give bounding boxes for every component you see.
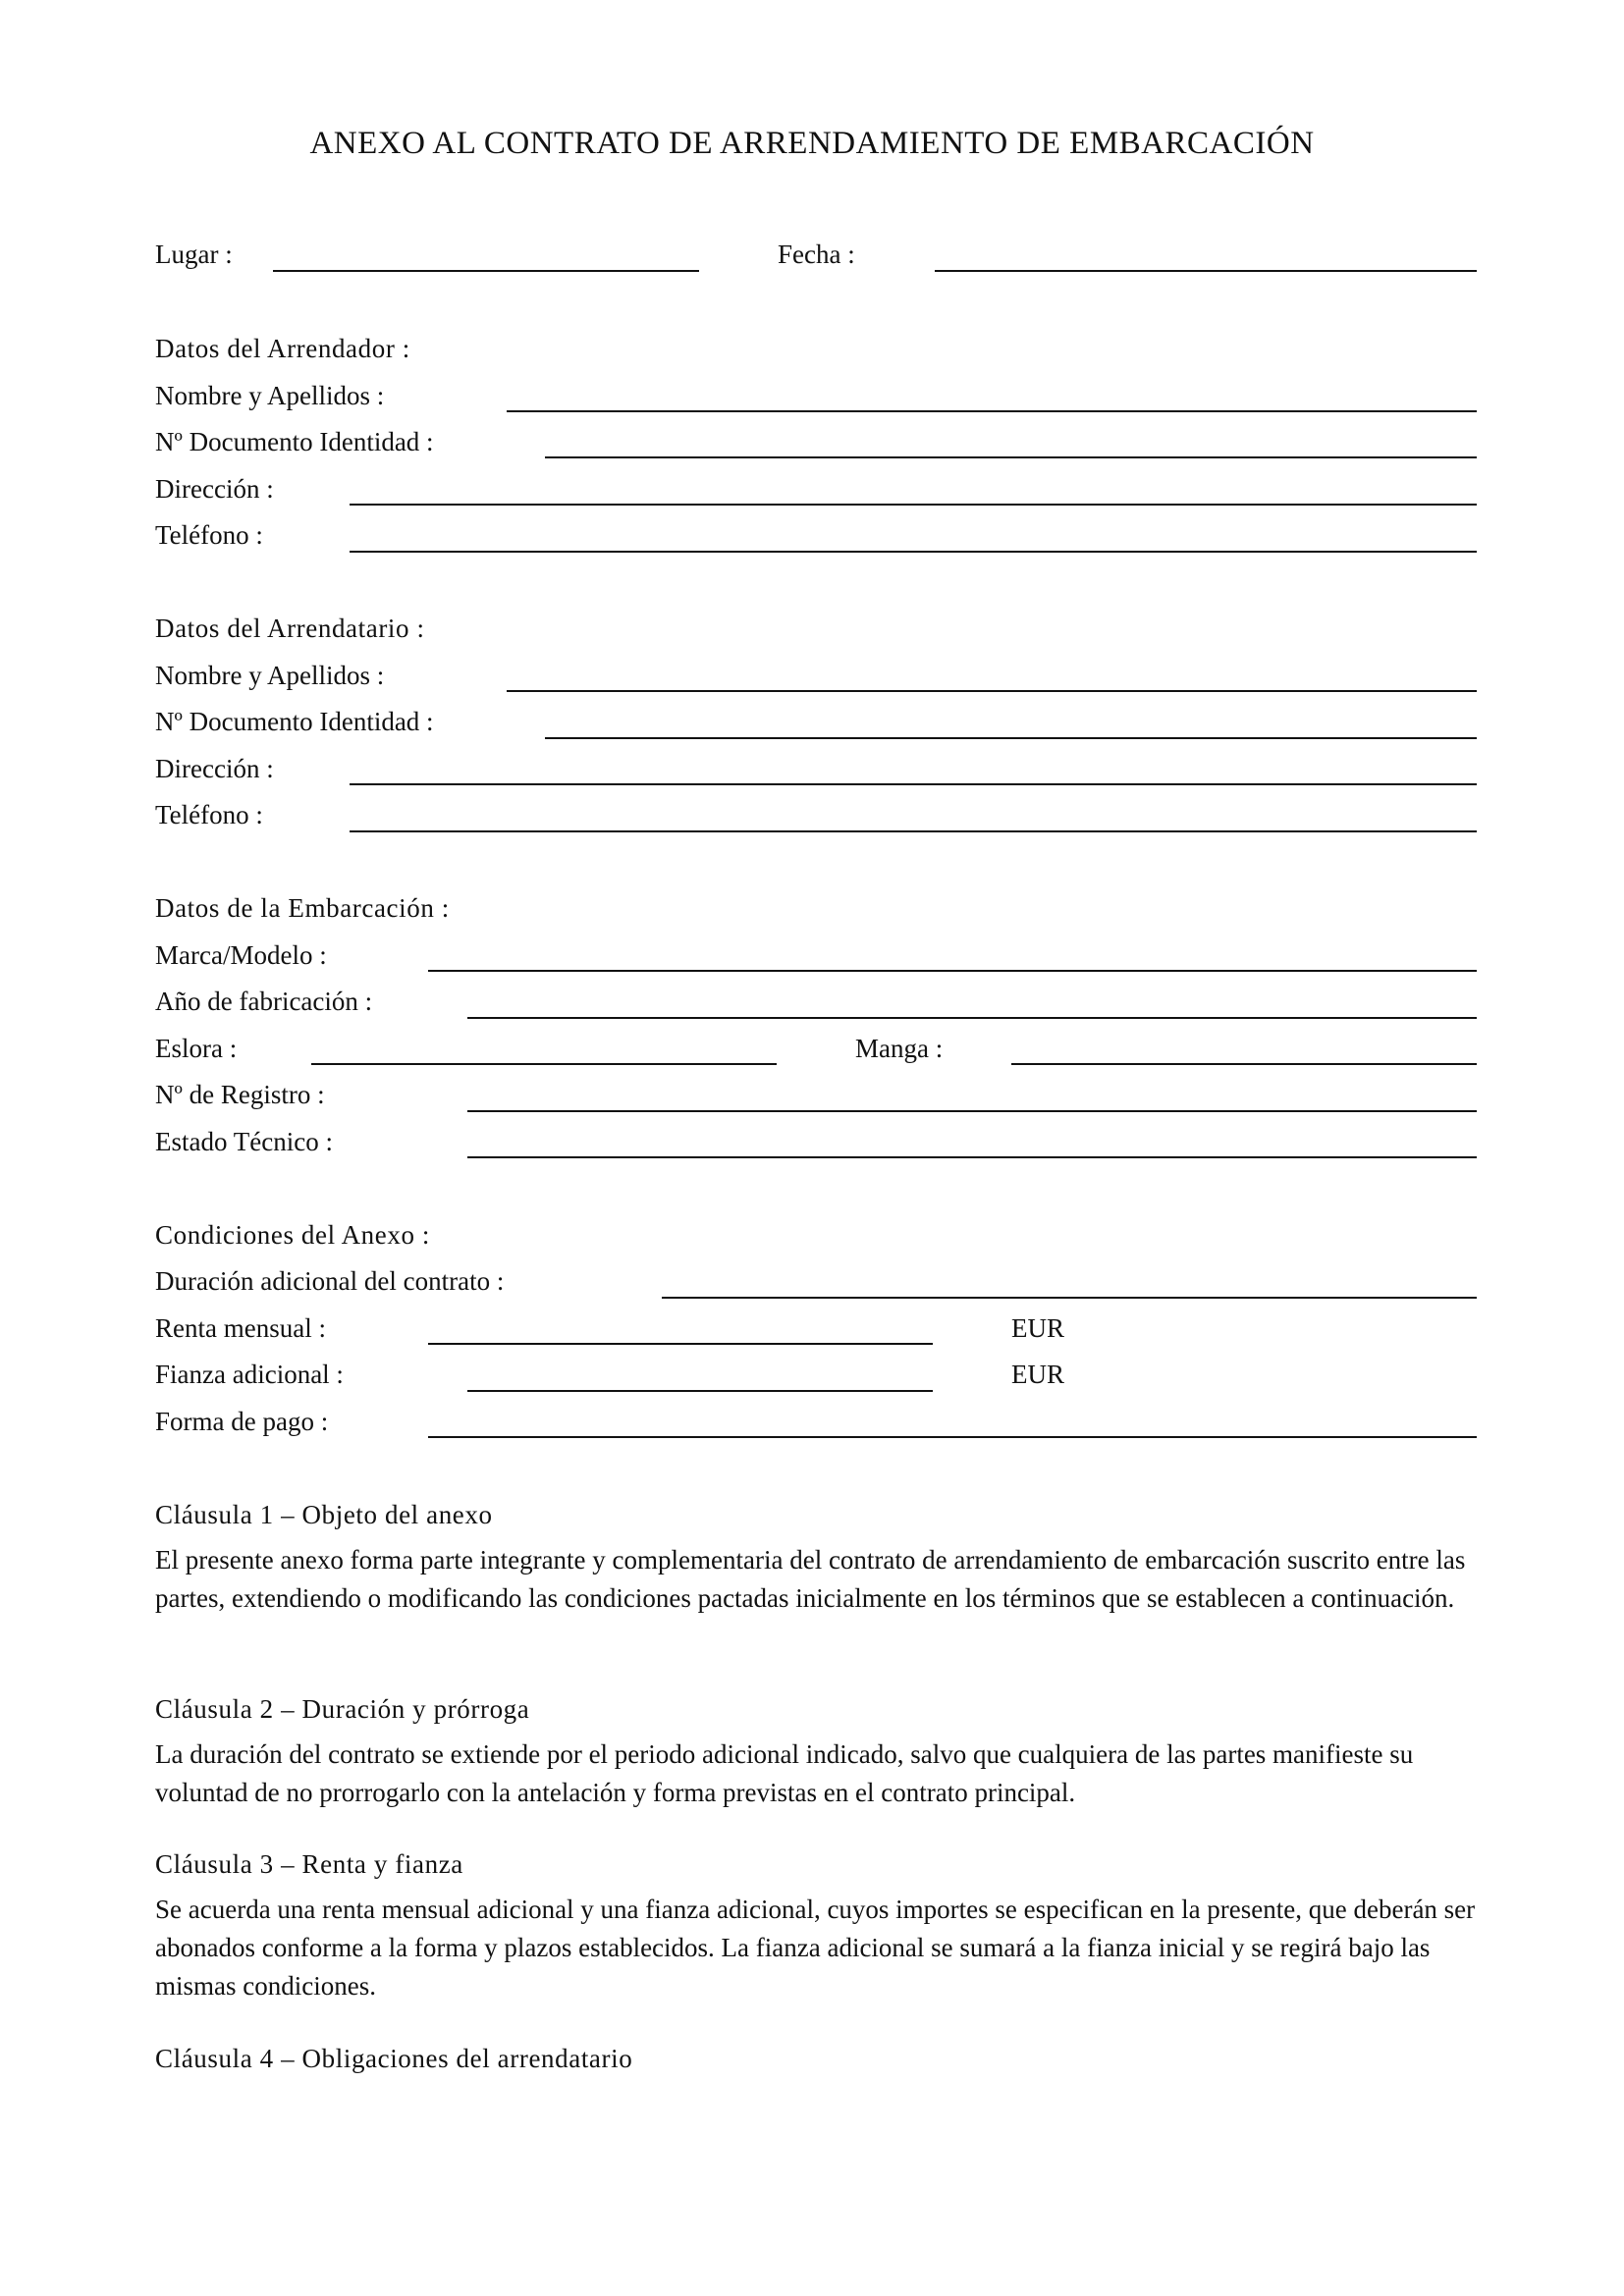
duracion-field[interactable] [662, 1297, 1477, 1299]
clausula-1-text: El presente anexo forma parte integrante y complementaria del contrato de arrendamiento de embarcación suscrito entre las partes, extendiendo o modificando las condiciones pactadas inicialmente en los términos que se establecen a continuación. [155, 1545, 1466, 1613]
arrendatario-heading: Datos del Arrendatario : [155, 614, 425, 643]
arrendador-heading: Datos del Arrendador : [155, 334, 410, 363]
clausula-2-heading: Cláusula 2 – Duración y prórroga [155, 1694, 530, 1724]
duracion-label: Duración adicional del contrato : [155, 1266, 505, 1296]
arrendador-nombre-field[interactable] [507, 410, 1477, 412]
lugar-field[interactable] [273, 270, 699, 272]
arrendador-nombre-label: Nombre y Apellidos : [155, 381, 385, 410]
arrendador-telefono-field[interactable] [350, 551, 1477, 553]
clausula-3-text: Se acuerda una renta mensual adicional y una fianza adicional, cuyos importes se especifican en la presente, que deberán ser abonados conforme a la forma y plazos establecidos. La fianza adicional se sumará a la fianza inicial y se regirá bajo las mismas condiciones. [155, 1895, 1476, 2001]
fianza-field[interactable] [467, 1390, 933, 1392]
marca-field[interactable] [428, 970, 1477, 972]
arrendatario-nombre-label: Nombre y Apellidos : [155, 661, 385, 690]
fecha-field[interactable] [935, 270, 1477, 272]
anio-label: Año de fabricación : [155, 987, 373, 1016]
embarcacion-heading: Datos de la Embarcación : [155, 893, 450, 923]
arrendador-documento-field[interactable] [545, 456, 1477, 458]
pago-field[interactable] [428, 1436, 1477, 1438]
arrendador-telefono-label: Teléfono : [155, 520, 263, 550]
arrendatario-telefono-field[interactable] [350, 830, 1477, 832]
registro-label: Nº de Registro : [155, 1080, 325, 1109]
fecha-label: Fecha : [778, 240, 855, 269]
eslora-field[interactable] [311, 1063, 777, 1065]
arrendador-direccion-field[interactable] [350, 504, 1477, 506]
arrendador-documento-label: Nº Documento Identidad : [155, 427, 434, 456]
arrendatario-documento-label: Nº Documento Identidad : [155, 707, 434, 736]
eslora-label: Eslora : [155, 1034, 238, 1063]
condiciones-heading: Condiciones del Anexo : [155, 1220, 431, 1250]
manga-label: Manga : [855, 1034, 944, 1063]
fianza-currency: EUR [1011, 1360, 1064, 1389]
estado-field[interactable] [467, 1156, 1477, 1158]
renta-currency: EUR [1011, 1313, 1064, 1343]
anio-field[interactable] [467, 1017, 1477, 1019]
arrendatario-direccion-label: Dirección : [155, 754, 274, 783]
renta-field[interactable] [428, 1343, 933, 1345]
clausula-4-heading: Cláusula 4 – Obligaciones del arrendatario [155, 2044, 633, 2073]
arrendador-direccion-label: Dirección : [155, 474, 274, 504]
clausula-2-text: La duración del contrato se extiende por el periodo adicional indicado, salvo que cualquiera de las partes manifieste su voluntad de no prorrogarlo con la antelación y forma previstas en el contrato principal. [155, 1739, 1414, 1807]
pago-label: Forma de pago : [155, 1407, 329, 1436]
estado-label: Estado Técnico : [155, 1127, 333, 1156]
arrendatario-direccion-field[interactable] [350, 783, 1477, 785]
manga-field[interactable] [1011, 1063, 1477, 1065]
marca-label: Marca/Modelo : [155, 940, 327, 970]
document-title: ANEXO AL CONTRATO DE ARRENDAMIENTO DE EMBARCACIÓN [309, 126, 1315, 161]
arrendatario-nombre-field[interactable] [507, 690, 1477, 692]
clausula-1-heading: Cláusula 1 – Objeto del anexo [155, 1500, 493, 1529]
fianza-label: Fianza adicional : [155, 1360, 344, 1389]
arrendatario-telefono-label: Teléfono : [155, 800, 263, 829]
renta-label: Renta mensual : [155, 1313, 326, 1343]
arrendatario-documento-field[interactable] [545, 737, 1477, 739]
lugar-label: Lugar : [155, 240, 233, 269]
registro-field[interactable] [467, 1110, 1477, 1112]
clausula-3-heading: Cláusula 3 – Renta y fianza [155, 1849, 463, 1879]
